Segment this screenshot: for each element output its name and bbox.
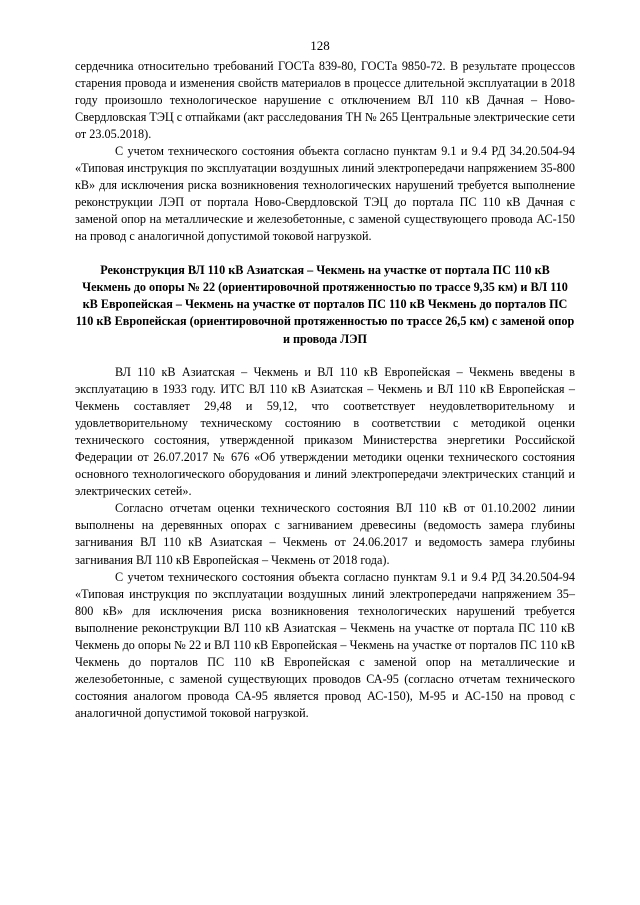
paragraph-continuation: сердечника относительно требований ГОСТа 839-80, ГОСТа 9850-72. В результате процессов старения провода и изменения свойств материалов в процессе длительной эксплуатации в 2018 году произошло технологическое нарушение с отключением ВЛ 110 кВ Дачная – Ново-Свердловская ТЭЦ с отпайками (акт расследования ТН № 265 Центральные электрические сети от 23.05.2018).	[75, 59, 575, 142]
page-body	[75, 58, 575, 722]
paragraph-reconstruction-scope: С учетом технического состояния объекта согласно пунктам 9.1 и 9.4 РД 34.20.504-94 «Типовая инструкция по эксплуатации воздушных линий электропередачи напряжением 35–800 кВ» для исключения риска возникновения технологических нарушений требуется выполнение реконструкции ВЛ 110 кВ Азиатская – Чекмень на участке от портала ПС 110 кВ Чекмень до опоры № 22 и ВЛ 110 кВ Европейская – Чекмень на участке от порталов ПС 110 кВ Чекмень до порталов ПС 110 кВ Европейская с заменой опор на металлические и железобетонные, с заменой существующих проводов СА-95 (согласно отчетам технического состояния аналогом провода СА-95 является провод АС-150), М-95 и АС-150 на провод с аналогичной допустимой токовой нагрузкой.	[75, 569, 575, 720]
paragraph-assessment-reports: Согласно отчетам оценки технического состояния ВЛ 110 кВ от 01.10.2002 линии выполнены на деревянных опорах с загниванием древесины (ведомость замера глубины загнивания ВЛ 110 кВ Азиатская – Чекмень от 24.06.2017 и ведомость замера глубины загнивания ВЛ 110 кВ Европейская – Чекмень от 2018 года).	[75, 501, 575, 567]
paragraph-commissioning: ВЛ 110 кВ Азиатская – Чекмень и ВЛ 110 кВ Европейская – Чекмень введены в эксплуатацию в 1933 году. ИТС ВЛ 110 кВ Азиатская – Чекмень и ВЛ 110 кВ Европейская – Чекмень составляет 29,48 и 59,12, что соответствует неудовлетворительному и удовлетворительному техническому состоянию в соответствии с методикой оценки технического состояния, утвержденной приказом Министерства энергетики Российской Федерации от 26.07.2017 № 676 «Об утверждении методики оценки технического состояния основного технологического оборудования и линий электропередачи электрических станций и электрических сетей».	[75, 365, 575, 499]
paragraph-reconstruction-requirement: С учетом технического состояния объекта согласно пунктам 9.1 и 9.4 РД 34.20.504-94 «Типовая инструкция по эксплуатации воздушных линий электропередачи напряжением 35-800 кВ» для исключения риска возникновения технологических нарушений требуется выполнение реконструкции ЛЭП от портала Ново-Свердловской ТЭЦ до портала ПС 110 кВ Дачная с заменой опор на металлические и железобетонные, с заменой существующего провода АС-150 на провод с аналогичной допустимой токовой нагрузкой.	[75, 144, 575, 244]
section-heading: Реконструкция ВЛ 110 кВ Азиатская – Чекмень на участке от портала ПС 110 кВ Чекмень до опоры № 22 (ориентировочной протяженностью по трассе 9,35 км) и ВЛ 110 кВ Европейская – Чекмень на участке от порталов ПС 110 кВ Чекмень до порталов ПС 110 кВ Европейская (ориентировочной протяженностью по трассе 26,5 км) с заменой опор и провода ЛЭП	[75, 262, 575, 346]
page-number: 128	[310, 38, 330, 53]
